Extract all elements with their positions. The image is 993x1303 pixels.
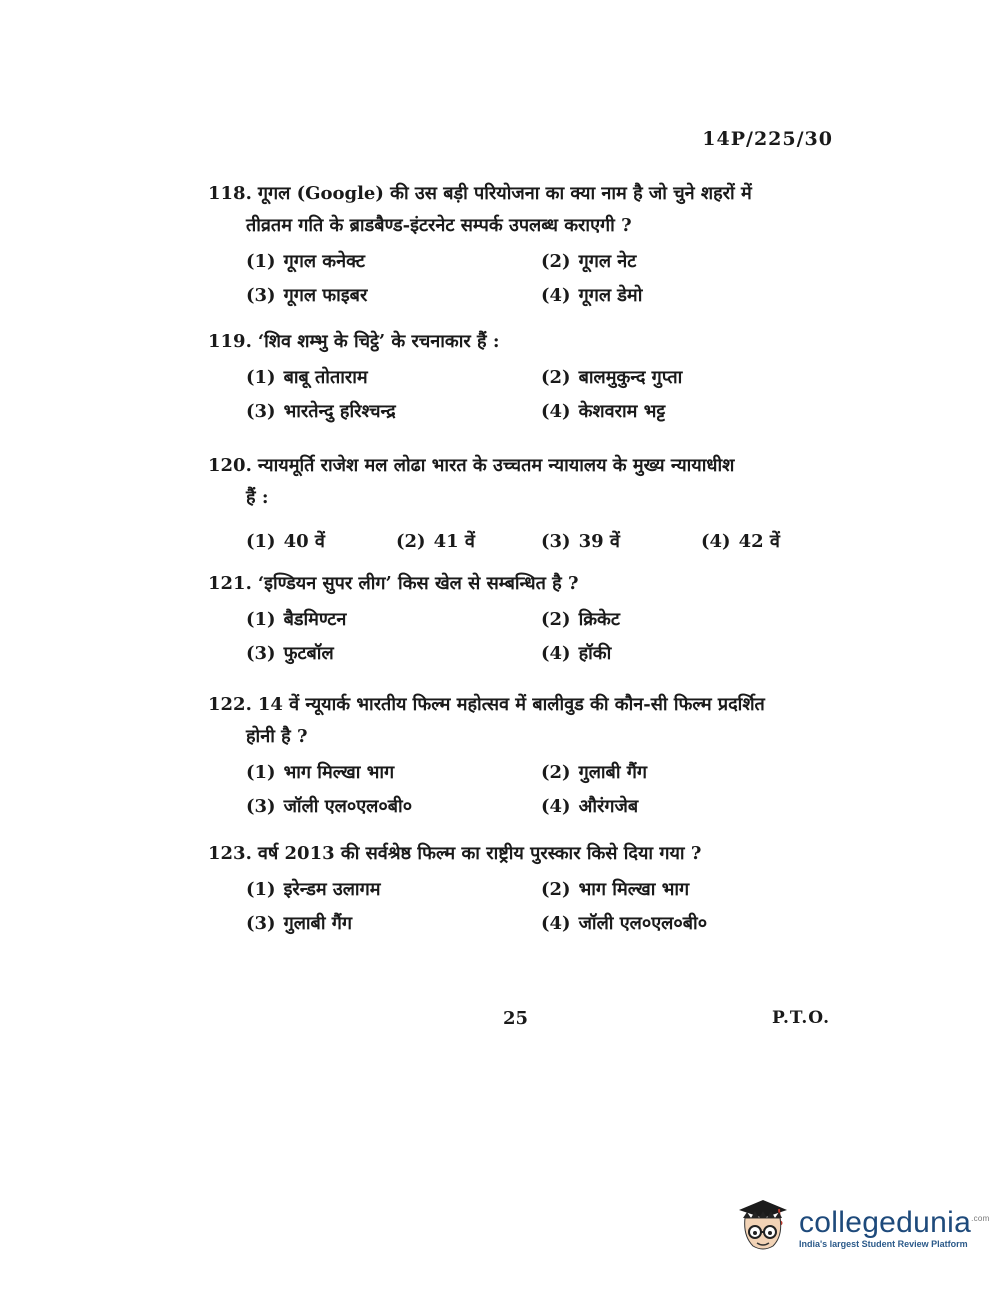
question-stem [208, 568, 833, 600]
option-text: फुटबॉल [283, 643, 334, 664]
option-number: (3) [246, 796, 276, 817]
question-123 [208, 838, 833, 940]
question-stem [208, 178, 833, 242]
option-text: गुलाबी गैंग [578, 762, 648, 783]
options [208, 362, 833, 428]
option-4 [541, 396, 836, 428]
option-1 [246, 874, 541, 906]
option-text: गुलाबी गैंग [283, 913, 353, 934]
question-number: 123. [208, 843, 252, 864]
option-text: बैडमिण्टन [283, 609, 347, 630]
option-1 [246, 362, 541, 394]
stem-text: वर्ष 2013 की सर्वश्रेष्ठ फिल्म का राष्ट्रीय पुरस्कार किसे दिया गया ? [257, 843, 702, 864]
option-text: भाग मिल्खा भाग [578, 879, 690, 900]
option-2 [541, 604, 836, 636]
option-text: औरंगजेब [578, 796, 639, 817]
pto-label: P.T.O. [772, 1008, 830, 1028]
option-2 [396, 526, 541, 558]
option-number: (1) [246, 762, 276, 783]
brand-tagline: India's largest Student Review Platform [799, 1239, 968, 1249]
options [208, 246, 833, 312]
option-number: (3) [246, 401, 276, 422]
option-text: इरेन्डम उलागम [283, 879, 381, 900]
stem-text: 14 वें न्यूयार्क भारतीय फिल्म महोत्सव में बालीवुड की कौन-सी फिल्म प्रदर्शित [257, 694, 765, 715]
option-text: भाग मिल्खा भाग [283, 762, 395, 783]
option-number: (2) [396, 531, 426, 552]
logo-text [799, 1203, 990, 1249]
option-3 [246, 638, 541, 670]
stem-text-cont: तीव्रतम गति के ब्राडबैण्ड-इंटरनेट सम्पर्क उपलब्ध कराएगी ? [246, 215, 632, 236]
question-121 [208, 568, 833, 670]
question-stem [208, 450, 833, 514]
option-number: (3) [541, 531, 571, 552]
option-text: गूगल फाइबर [283, 285, 368, 306]
options [208, 526, 833, 558]
brand-suffix: .com [971, 1214, 990, 1223]
options [208, 604, 833, 670]
option-number: (4) [701, 531, 731, 552]
option-4 [541, 280, 836, 312]
option-4 [541, 908, 836, 940]
option-3 [246, 280, 541, 312]
option-number: (2) [541, 367, 571, 388]
option-number: (1) [246, 879, 276, 900]
option-number: (2) [541, 251, 571, 272]
option-4 [701, 526, 851, 558]
option-3 [246, 396, 541, 428]
collegedunia-watermark [733, 1196, 990, 1256]
option-number: (4) [541, 796, 571, 817]
option-4 [541, 638, 836, 670]
option-number: (3) [246, 643, 276, 664]
option-text: 39 वें [578, 531, 620, 552]
question-stem [208, 838, 833, 870]
stem-text: ‘इण्डियन सुपर लीग’ किस खेल से सम्बन्धित है ? [257, 573, 579, 594]
option-text: 40 वें [283, 531, 325, 552]
paper-code: 14P/225/30 [702, 128, 833, 150]
option-text: क्रिकेट [578, 609, 620, 630]
question-122 [208, 689, 833, 823]
option-3 [246, 791, 541, 823]
option-text: बालमुकुन्द गुप्ता [578, 367, 683, 388]
question-120 [208, 450, 833, 558]
option-2 [541, 246, 836, 278]
stem-text: ‘शिव शम्भु के चिट्ठे’ के रचनाकार हैं : [257, 331, 500, 352]
student-mascot-icon [733, 1196, 791, 1256]
option-number: (1) [246, 367, 276, 388]
question-number: 118. [208, 183, 252, 204]
option-3 [246, 908, 541, 940]
option-1 [246, 604, 541, 636]
option-2 [541, 874, 836, 906]
option-2 [541, 757, 836, 789]
question-number: 119. [208, 331, 252, 352]
option-number: (3) [246, 913, 276, 934]
stem-text-cont: हैं : [246, 487, 269, 508]
option-text: गूगल कनेक्ट [283, 251, 365, 272]
option-number: (1) [246, 609, 276, 630]
option-text: जॉली एल०एल०बी० [283, 796, 413, 817]
option-2 [541, 362, 836, 394]
option-text: भारतेन्दु हरिश्चन्द्र [283, 401, 396, 422]
option-number: (4) [541, 401, 571, 422]
option-1 [246, 526, 396, 558]
option-text: केशवराम भट्ट [578, 401, 666, 422]
option-number: (1) [246, 531, 276, 552]
option-number: (4) [541, 285, 571, 306]
option-text: जॉली एल०एल०बी० [578, 913, 708, 934]
brand-name [799, 1203, 990, 1239]
option-number: (4) [541, 643, 571, 664]
option-text: हॉकी [578, 643, 612, 664]
question-stem [208, 689, 833, 753]
option-number: (2) [541, 879, 571, 900]
question-118 [208, 178, 833, 312]
option-text: 42 वें [738, 531, 780, 552]
option-text: गूगल डेमो [578, 285, 643, 306]
option-number: (2) [541, 609, 571, 630]
option-1 [246, 757, 541, 789]
options [208, 874, 833, 940]
option-number: (1) [246, 251, 276, 272]
brand-text: collegedunia [799, 1206, 972, 1239]
stem-text: न्यायमूर्ति राजेश मल लोढा भारत के उच्चतम न्यायालय के मुख्य न्यायाधीश [257, 455, 735, 476]
option-4 [541, 791, 836, 823]
option-text: गूगल नेट [578, 251, 637, 272]
page-number: 25 [503, 1008, 529, 1029]
stem-text-cont: होनी है ? [246, 726, 308, 747]
question-number: 121. [208, 573, 252, 594]
option-number: (3) [246, 285, 276, 306]
option-text: 41 वें [433, 531, 475, 552]
question-number: 120. [208, 455, 252, 476]
options [208, 757, 833, 823]
option-number: (2) [541, 762, 571, 783]
option-text: बाबू तोताराम [283, 367, 368, 388]
question-stem [208, 326, 833, 358]
option-number: (4) [541, 913, 571, 934]
stem-text: गूगल (Google) की उस बड़ी परियोजना का क्या नाम है जो चुने शहरों में [257, 183, 752, 204]
question-number: 122. [208, 694, 252, 715]
question-119 [208, 326, 833, 428]
option-1 [246, 246, 541, 278]
option-3 [541, 526, 701, 558]
